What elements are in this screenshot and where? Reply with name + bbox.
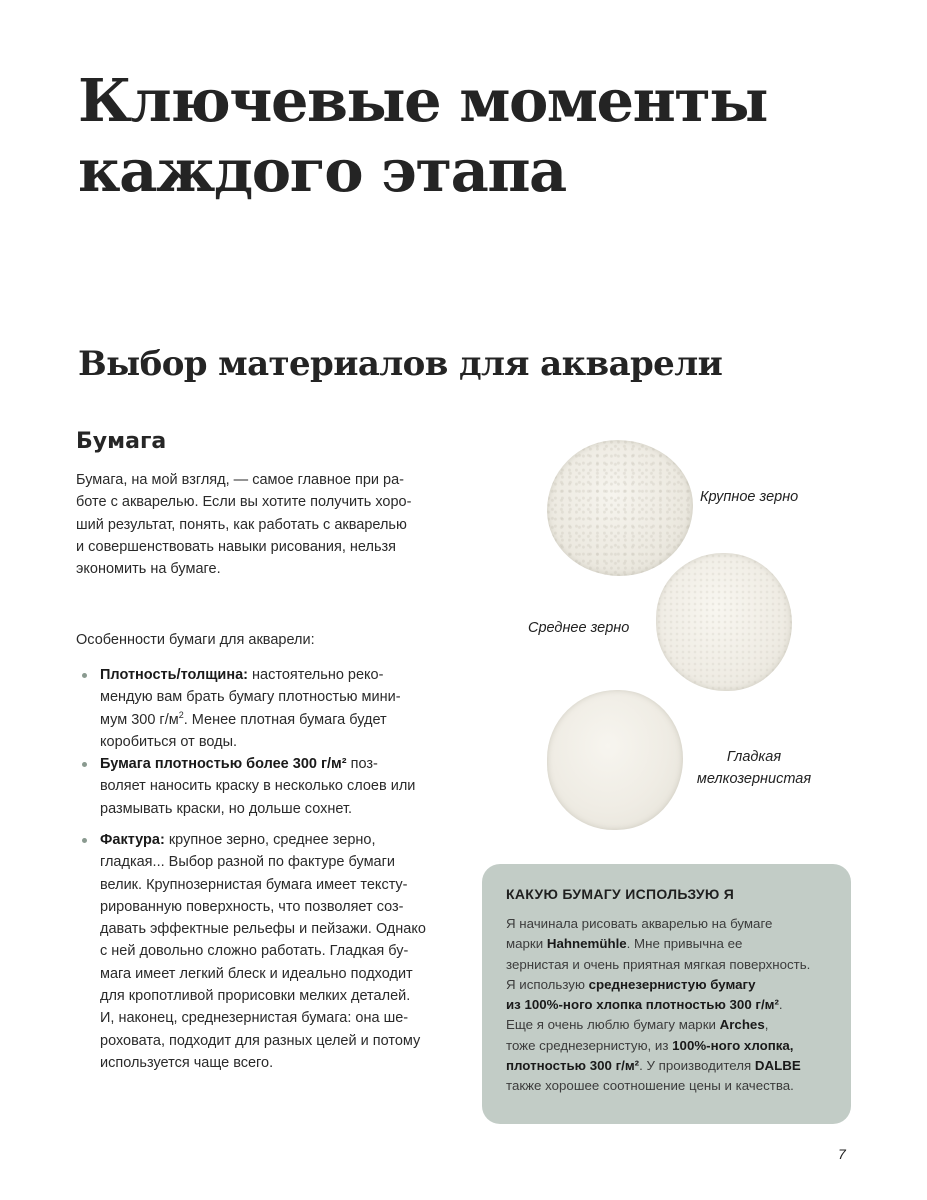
medium-grain-label: Среднее зерно: [528, 620, 630, 636]
bullet-text: с ней довольно сложно работать. Гладкая бу-: [100, 943, 409, 960]
callout-text: [506, 914, 827, 1097]
features-list-texture: [76, 829, 458, 1074]
bullet-text: роховата, подходит для разных целей и потому: [100, 1032, 421, 1049]
features-lead: Особенности бумаги для акварели:: [76, 632, 315, 648]
callout-line: . У производителя: [639, 1058, 755, 1074]
bullet-text: . Менее плотная бумага будет: [183, 711, 387, 728]
callout-line: марки: [506, 936, 547, 952]
callout-line: тоже среднезернистую, из: [506, 1037, 673, 1053]
callout-line: .: [778, 997, 783, 1013]
callout-line: Еще я очень люблю бумагу марки: [506, 1017, 720, 1033]
smooth-label-line-1: Гладкая: [726, 749, 782, 765]
bullet-text: размывать краски, но дольше сохнет.: [100, 800, 353, 817]
callout-emphasis: из 100%-ного хлопка плотностью 300 г/м²: [506, 997, 779, 1013]
bullet-text: коробиться от воды.: [100, 733, 238, 750]
bullet-text: для кропотливой прорисовки мелких деталей.: [100, 988, 411, 1005]
intro-line: ший результат, понять, как работать с акварелью: [76, 516, 407, 533]
brand-dalbe: DALBE: [754, 1058, 801, 1074]
callout-line: ,: [764, 1017, 769, 1033]
page-number: 7: [838, 1146, 846, 1162]
callout-line: также хорошее соотношение цены и качества.: [506, 1078, 794, 1094]
intro-line: Бумага, на мой взгляд, — самое главное при ра-: [76, 472, 404, 488]
bullet-text: настоятельно реко-: [248, 667, 384, 683]
bullet-text: И, наконец, среднезернистая бумага: она ше-: [100, 1010, 409, 1027]
bullet-text: мага имеет легкий блеск и идеально подходит: [100, 965, 413, 982]
bullet-density-label: Плотность/толщина:: [100, 667, 248, 683]
brand-arches: Arches: [719, 1017, 765, 1033]
bullet-text: давать эффектные рельефы и пейзажи. Однако: [100, 921, 426, 938]
bullet-heavy-label: Бумага плотностью более 300 г/м²: [100, 756, 347, 773]
callout-title: КАКУЮ БУМАГУ ИСПОЛЬЗУЮ Я: [506, 886, 735, 902]
callout-emphasis: среднезернистую бумагу: [588, 976, 756, 992]
intro-line: экономить на бумаге.: [76, 561, 221, 578]
intro-line: и совершенствовать навыки рисования, нельзя: [76, 538, 397, 555]
callout-line: зернистая и очень приятная мягкая поверхность.: [506, 956, 811, 972]
callout-line: Я начинала рисовать акварелью на бумаге: [506, 916, 773, 931]
callout-emphasis: 100%-ного хлопка,: [672, 1037, 794, 1053]
page-title-line-2: каждого этапа: [78, 136, 566, 205]
section-title: Выбор материалов для акварели: [78, 344, 723, 384]
bullet-text: рированную поверхность, что позволяет соз-: [100, 898, 404, 915]
bullet-text: велик. Крупнозернистая бумага имеет текстy-: [100, 876, 408, 893]
features-list: [76, 664, 458, 820]
rough-grain-label: Крупное зерно: [700, 489, 799, 505]
intro-line: боте с акварелью. Если вы хотите получить хоро-: [76, 494, 412, 511]
brand-hahnemuhle: Hahnemühle: [546, 936, 627, 952]
page-title: [78, 66, 878, 206]
superscript: 2: [178, 709, 184, 720]
bullet-text: мум 300 г/м: [100, 711, 179, 728]
rough-grain-paper-swatch: [547, 440, 693, 576]
paper-heading: Бумага: [76, 429, 167, 454]
smooth-grain-label: [693, 746, 815, 790]
bullet-text: мендую вам брать бумагу плотностью мини-: [100, 689, 401, 706]
bullet-text: используется чаще всего.: [100, 1054, 274, 1071]
callout-line: . Мне привычна ее: [626, 936, 743, 952]
bullet-texture: [76, 829, 458, 1074]
bullet-heavy-paper: [76, 753, 458, 820]
callout-line: Я использую: [506, 976, 589, 992]
medium-grain-paper-swatch: [656, 553, 792, 691]
bullet-text: гладкая... Выбор разной по фактуре бумаги: [100, 854, 396, 871]
bullet-density: [76, 664, 458, 753]
smooth-paper-swatch: [547, 690, 683, 830]
bullet-text: воляет наносить краску в несколько слоев или: [100, 778, 416, 795]
intro-paragraph: [76, 469, 456, 580]
callout-emphasis: плотностью 300 г/м²: [506, 1058, 640, 1074]
bullet-text: крупное зерно, среднее зерно,: [164, 832, 376, 848]
bullet-texture-label: Фактура:: [100, 832, 165, 848]
bullet-text: поз-: [346, 756, 378, 773]
paper-recommendation-callout: [482, 864, 851, 1124]
page-title-line-1: Ключевые моменты: [78, 66, 767, 135]
smooth-label-line-2: мелкозернистая: [696, 771, 812, 787]
